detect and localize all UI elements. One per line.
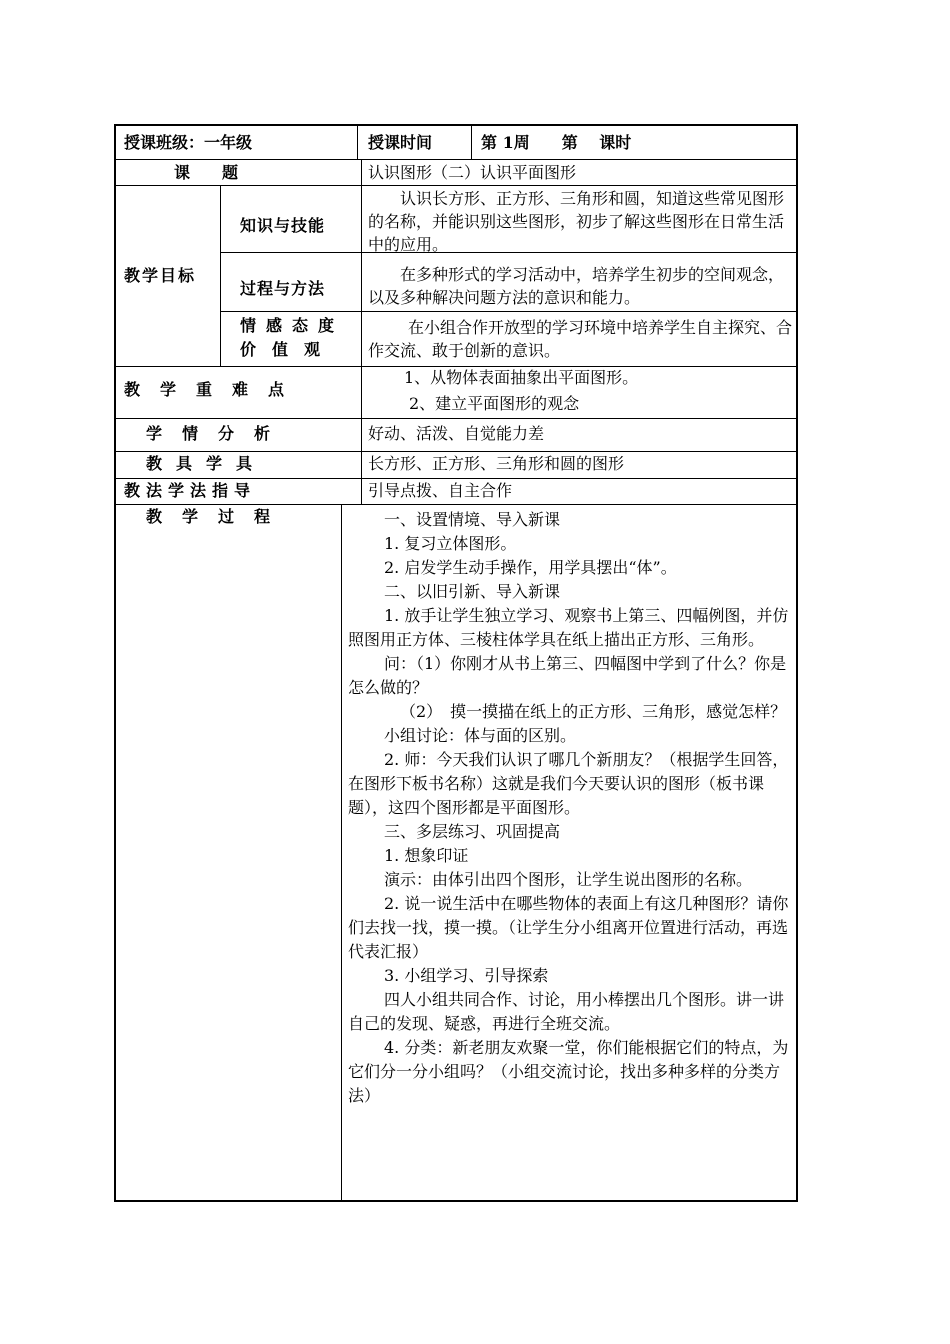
tools-value: 长方形、正方形、三角形和圆的图形 [368,454,625,473]
process-paragraph: 1. 复习立体图形。 [384,534,517,553]
tools-label: 教具学具 [146,454,267,473]
process-paragraph: 2. 师：今天我们认识了哪几个新朋友？（根据学生回答，在图形下板书名称）这就是我们今天要认识的图形（板书课题），这四个图形都是平面图形。 [348,750,789,817]
method-value: 引导点拨、自主合作 [368,481,513,500]
process-paragraph: 4. 分类：新老朋友欢聚一堂，你们能根据它们的特点，为它们分一分小组吗？（小组交流讨论，找出多种多样的分类方法） [348,1038,789,1105]
process-paragraph: 2. 启发学生动手操作，用学具摆出“体”。 [384,558,677,577]
objective-emotion-text: 在小组合作开放型的学习环境中培养学生自主探究、合作交流、敢于创新的意识。 [368,318,793,360]
objective-process-text: 在多种形式的学习活动中，培养学生初步的空间观念，以及多种解决问题方法的意识和能力。 [368,265,785,307]
process-paragraph: 三、多层练习、巩固提高 [384,822,561,841]
process-paragraph: 一、设置情境、导入新课 [384,510,561,529]
student-analysis-value: 好动、活泼、自觉能力差 [368,424,545,443]
topic-label: 课 题 [174,163,239,182]
process-paragraph: 演示：由体引出四个图形，让学生说出图形的名称。 [384,870,753,889]
objective-process-label: 过程与方法 [240,279,326,298]
student-analysis-label: 学情分析 [146,424,291,443]
process-paragraph: 问：（1）你刚才从书上第三、四幅图中学到了什么？你是怎么做的？ [348,654,787,697]
process-label: 教学过程 [146,507,291,526]
lesson-plan-table [114,124,798,1202]
objective-knowledge-label: 知识与技能 [240,216,326,235]
topic-value: 认识图形（二）认识平面图形 [368,163,577,182]
key-point-2: 2、建立平面图形的观念 [409,394,580,413]
objective-emotion-label-1: 情感态度 [240,316,345,335]
process-paragraph: 1. 放手让学生独立学习、观察书上第三、四幅例图，并仿照图用正方体、三棱柱体学具在纸上描出正方形、三角形。 [348,606,789,649]
process-paragraph: 小组讨论：体与面的区别。 [384,726,577,745]
time-label: 授课时间 [368,133,433,152]
objective-emotion-label-2: 价 值 观 [240,340,321,359]
process-paragraph: （2） 摸一摸描在纸上的正方形、三角形，感觉怎样？ [400,702,787,721]
process-paragraph: 二、以旧引新、导入新课 [384,582,561,601]
objective-knowledge-text: 认识长方形、正方形、三角形和圆，知道这些常见图形的名称，并能识别这些图形，初步了解这些图形在日常生活中的应用。 [368,189,785,254]
process-content [348,508,792,1108]
objectives-label: 教学目标 [124,266,197,285]
process-paragraph: 3. 小组学习、引导探索 [384,966,549,985]
process-paragraph: 四人小组共同合作、讨论，用小棒摆出几个图形。讲一讲自己的发现、疑惑，再进行全班交流。 [348,990,785,1033]
class-label: 授课班级：一年级 [124,133,253,152]
process-paragraph: 2. 说一说生活中在哪些物体的表面上有这几种图形？请你们去找一找，摸一摸。（让学生分小组离开位置进行活动，再选代表汇报） [348,894,789,961]
key-point-1: 1、从物体表面抽象出平面图形。 [404,368,639,387]
process-paragraph: 1. 想象印证 [384,846,469,865]
week-period: 第 1周 第 课时 [481,133,632,152]
key-points-label: 教学重难点 [124,380,305,399]
method-label: 教法学法指导 [124,481,257,500]
